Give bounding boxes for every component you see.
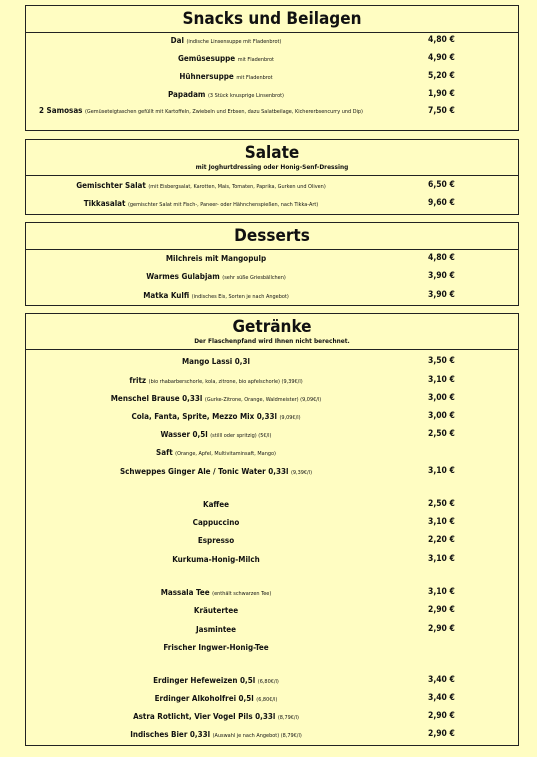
section-title: Getränke	[232, 317, 312, 337]
section-subtitle: mit Joghurtdressing oder Honig-Senf-Dressing	[195, 163, 349, 171]
section-salads: Salate mit Joghurtdressing oder Honig-Senf-Dressing Gemischter Salat (mit Eisbergsalat, Karotten, Mais, Tomaten, Paprika, Gurken und Oliven) 6,50 € Tikkasalat (gemischter Salat mit Fisch-, Paneer- oder Hähnchenspießen, nach Tikka-Art) 9,60 €	[25, 139, 519, 215]
section-title: Salate	[244, 143, 300, 163]
section-title: Desserts	[234, 226, 310, 246]
section-desserts: Desserts Milchreis mit Mangopulp 4,80 € Warmes Gulabjam (sehr süße Griesbällchen) 3,90 € Matka Kulfi (indisches Eis, Sorten je nach Angebot) 3,90 €	[25, 222, 519, 306]
section-snacks: Snacks und Beilagen Dal (indische Linsensuppe mit Fladenbrot) 4,80 € Gemüsesuppe mit Fladenbrot 4,90 € Hühnersuppe mit Fladenbrot 5,20 € Papadam (3 Stück knusprige Linsenbrot) 1,90 € 2 Samosas (Gemüseteigtaschen gefüllt mit Kartoffeln, Zwiebeln und Erbsen, dazu Salatbeilage, Kichererbsencurry und Dip) 7,50 €	[25, 5, 519, 131]
section-title: Snacks und Beilagen	[182, 9, 362, 29]
section-drinks: Getränke Der Flaschenpfand wird Ihnen nicht berechnet. Mango Lassi 0,3l 3,50 € fritz (bio rhabarberschorle, kola, zitrone, bio apfelschorle) (9,39€/l) 3,10 € Menschel Brause 0,33l (Gurke-Zitrone, Orange, Waldmeister) (9,09€/l) 3,00 € Cola, Fanta, Sprite, Mezzo Mix 0,33l (9,09€/l) 3,00 € Wasser 0,5l (stilll oder spritzig) (5€/l) 2,50 € Saft (Orange, Apfel, Multivitaminsaft, Mango) Schweppes Ginger Ale / Tonic Water 0,33l (9,39€/l) 3,10 € Kaffee 2,50 € Cappuccino 3,10 € Espresso 2,20 € Kurkuma-Honig-Milch 3,10 € Massala Tee (enthält schwarzen Tee) 3,10 € Kräutertee 2,90 € Jasmintee 2,90 € Frischer Ingwer-Honig-Tee Erdinger Hefeweizen 0,5l (6,80€/l) 3,40 € Erdinger Alkoholfrei 0,5l (6,80€/l) 3,40 € Astra Rotlicht, Vier Vogel Pils 0,33l (8,79€/l) 2,90 € Indisches Bier 0,33l (Auswahl je nach Angebot) (8,79€/l) 2,90 €	[25, 313, 519, 746]
section-subtitle: Der Flaschenpfand wird Ihnen nicht berechnet.	[194, 337, 350, 345]
